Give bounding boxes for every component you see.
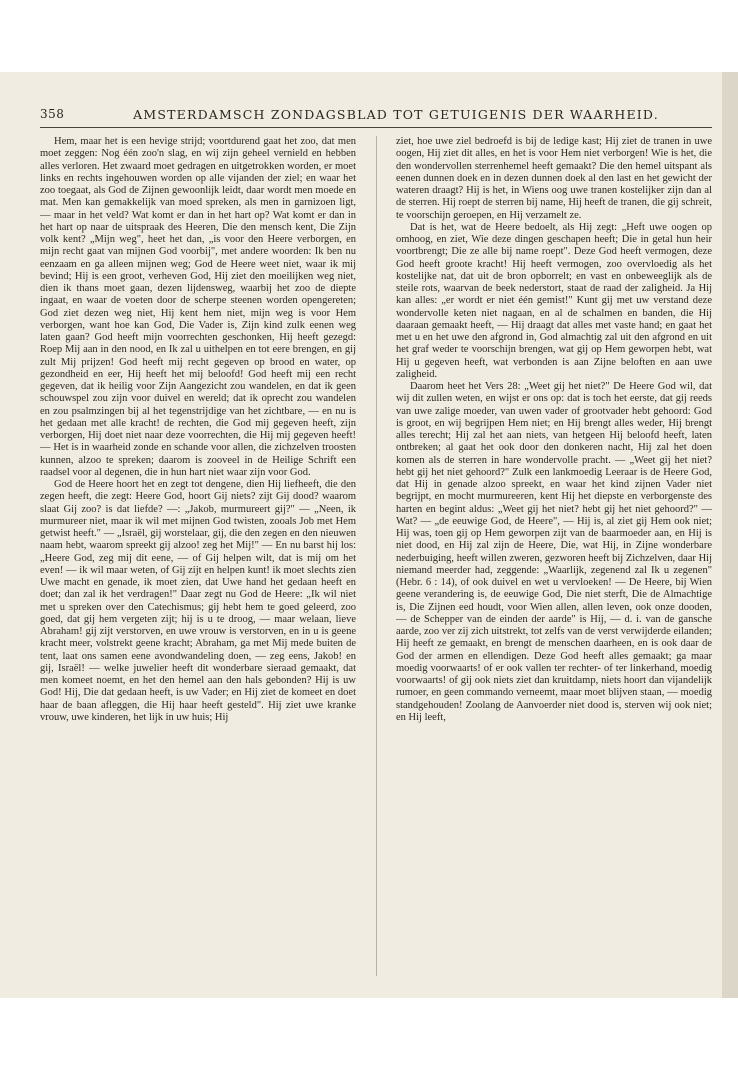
right-column [396, 136, 712, 976]
paragraph: Daarom heet het Vers 28: „Weet gij het niet?" De Heere God wil, dat wij dit zullen weten, en wijst er ons op: dat is toch het eerste, dat gij reeds van uwe zalige moeder, van uwen vader of grootvader hebt gehoord: God is groot, en wij begrijpen Hem niet; en Hij brengt alles weder, Hij brengt alles terecht; Hij zal het aan niets, van hetgeen Hij beloofd heeft, laten ontbreken; al gaat het ook door den donkeren nacht, Hij zal het doen komen als de sterren in hare wondervolle pracht. — „Weet gij het niet? hebt gij het niet gehoord?" Zulk een lankmoedig Leeraar is de Heere God, dat Hij in genade alzoo spreekt, en waar het kind zijnen Vader niet begrijpt, en mocht murmureeren, kent Hij het diepste en verborgenste des harten en begint aldus: „Weet gij het niet? hebt gij het niet gehoord?" — Wat? — „de eeuwige God, de Heere", — Hij is, al ziet gij Hem ook niet; Hij was, toen gij op Hem geworpen zijt van de baarmoeder aan, en Hij is niet dood, en Hij zal zijn de Heere, Die, wat Hij, in Zijne wonderbare nederbuiging, heeft willen zweren, gezworen heeft bij Zichzelven, daar Hij niemand meerder had, zeggende: „Waarlijk, zegenend zal Ik u zegenen" (Hebr. 6 : 14), of ook duivel en wet u vervloeken! — De Heere, bij Wien geene verandering is, de eeuwige God, Die niet sterft, Die de Almachtige is, Die Zijnen eed houdt, voor Wien allen, allen leven, ook onze dooden, — de Schepper van de einden der aarde" is Hij, — d. i. van de gansche aarde, zoo ver zij zich uitstrekt, tot zelfs van de verst verwijderde eilanden; Hij heeft ze gemaakt, en brengt de menschen daarheen, en is ook daar de God der armen en ellendigen. Deze God heeft alles gemaakt; ga maar moedig voorwaarts! of er ook vallen ter rechter- of ter linkerhand, moedig voorwaarts! of gij ook niets ziet dan kruitdamp, niets hoort dan vijandelijk rumoer, en geen commando verneemt, maar moet blijven staan, — moedig standgehouden! Zoolang de Aanvoerder niet dood is, sterven wij ook niet; en Hij leeft, [396, 381, 712, 723]
page-number: 358 [40, 107, 65, 121]
header-rule [40, 127, 712, 128]
page-header [40, 104, 712, 126]
paragraph: Hem, maar het is een hevige strijd; voortdurend gaat het zoo, dat men moet zeggen: Nog één zoo'n slag, en wij zijn geheel vernield en hebben alles verloren. Het zwaard moet gedragen en uitgetrokken worden, er moet links en rechts ingehouwen worden op alle vijanden der ziel; en waar het zoo toegaat, als God de Zijnen gewoonlijk leidt, daar wordt men moede en mat. Men kan gemakkelijk van moed spreken, als men in garnizoen ligt, — maar in het veld? Wat komt er dan in het hart op? Wat komt er dan in het hart op naar de uitspraak des Heeren, Die den mensch kent, Die Zijn volk kent? „Mijn weg", heet het dan, „is voor den Heere verborgen, en mijn recht gaat van mijnen God voorbij", met andere woorden: Ik ben nu eenzaam en ga alleen mijnen weg; God de Heere weet niet, waar ik mij bevind; Hij is een groot, verheven God, Hij ziet den moeilijken weg niet, dien ik thans moet gaan, dezen lijdensweg, waarbij het zoo de diepte ingaat, en waar de voeten door de scherpe steenen worden opengereten; God ziet dezen weg niet, Hij kent hem niet, mijn weg is voor Hem verborgen, want hoe kan God, Die Vader is, Zijn kind zulk eenen weg laten gaan? God heeft mijn voorrechten geschonken, Hij heeft gezegd: Roep Mij aan in den nood, en Ik zal u uithelpen en tot eere brengen, en gij zult Mij prijzen! God heeft mij recht gegeven op brood en water, op gezondheid en eer, Hij heeft het mij beloofd! God heeft mij een recht gegeven, dat ik heilig voor Zijn Aangezicht zou wandelen, en dat ik geen schouwspel zou zijn voor duivel en wereld; dat ik oprecht zou wandelen en zou psalmzingen bij al het tegenstrijdige van het zichtbare, — en nu is het gedaan met alle kracht! de rechten, die God mij gegeven heeft, zijn verborgen, Hij doet niet naar deze voorrechten, die Hij mij gegeven heeft! — Het is in waarheid zonde en schande voor allen, die zichzelven troosten kunnen, alzoo te spreken; daarom is zooveel in de Heilige Schrift een raadsel voor al degenen, die in hun hart niet waar zijn voor God. [40, 136, 356, 478]
paragraph: Dat is het, wat de Heere bedoelt, als Hij zegt: „Heft uwe oogen op omhoog, en ziet, Wie deze dingen geschapen heeft; Die in getal hun heir voortbrengt; Die ze alle bij name roept". Deze God heeft vermogen, deze God heeft groote kracht! Hij heeft vermogen, zoo overvloedig als het kostelijke nat, dat uit de bron opborrelt; en vast en onbeweeglijk als de steile rots, waarvan de beek nederstort, staat de raad der zaligheid. Ja Hij kan alles: „er wordt er niet één gemist!" Kunt gij met uw verstand deze wondervolle keten niet nagaan, en al de schalmen en banden, die Hij daaraan gemaakt heeft, — Hij draagt dat alles met vaste hand; en gaat het met u en het uwe den afgrond in, God almachtig zal uit den afgrond en uit het graf weder te voorschijn brengen, wat gij op Hem geworpen hebt, wat Hij u gegeven heeft, wat verbonden is aan Zijne beloften en aan uwe zaligheid. [396, 221, 712, 380]
paragraph: ziet, hoe uwe ziel bedroefd is bij de ledige kast; Hij ziet de tranen in uwe oogen, Hij ziet dit alles, en het is voor Hem niet verborgen! Wie is het, die den wondervollen sterrenhemel heeft gemaakt? Die den hemel uitspant als eenen dunnen doek en in dezen dunnen doek al den last en het gewicht der wateren draagt? Hij is het, in Wiens oog uwe tranen kostelijker zijn dan al de sterren. Hij roept de sterren bij name, Hij heeft de tranen, die gij schreit, te voorschijn geroepen, en Hij verzamelt ze. [396, 136, 712, 221]
paragraph: God de Heere hoort het en zegt tot dengene, dien Hij liefheeft, die den zegen heeft, die zegt: Heere God, hoort Gij niets? zijt Gij dood? waarom slaat Gij zoo? is dat liefde? —: „Jakob, murmureert gij?" — „Neen, ik murmureer niet, maar ik wil met mijnen God twisten, zooals Job met Hem getwist heeft." — „Israël, gij worstelaar, gij, die den zegen en den nieuwen naam hebt, waarom spreekt gij alzoo! zeg het Mij!" — En nu barst hij los: „Heere God, zeg mij dit eene, — of Gij helpen wilt, dat is mij om het even! — ik wil maar weten, of Gij zijt en helpen kunt! ik moet slechts zien Uwe macht en genade, ik moet zien, dat Uwe hand het gedaan heeft en doet; dan zal ik het verdragen!" Daar zegt nu God de Heere: „Ik wil niet met u spreken over den Catechismus; gij hebt hem te goed geleerd, zoo goed, dat gij hem vergeten zijt; hij is u te droog, — maar welaan, lieve Abraham! gij zijt verstorven, en uwe vrouw is verstorven, en in u is geene kracht meer, volstrekt geene kracht; Abraham, ga met Mij mede buiten de tent, laat ons samen eene avondwandeling doen, — zeg eens, Jakob! en gij, Israël! — welke juwelier heeft dit wonderbare sieraad gemaakt, dat men komeet noemt, en het den hemel aan den hals gebonden? Hij is uw God! Hij, Die dat gedaan heeft, is uw Vader; en Hij ziet de komeet en doet haar de baan afleggen, die Hij haar heeft gesteld". Hij ziet uwe kranke vrouw, uwe kinderen, het lijk in uw huis; Hij [40, 479, 356, 723]
page-edge-shadow [722, 72, 738, 998]
column-divider [376, 136, 377, 976]
left-column [40, 136, 356, 976]
running-title: AMSTERDAMSCH ZONDAGSBLAD TOT GETUIGENIS DER WAARHEID. [133, 107, 659, 122]
